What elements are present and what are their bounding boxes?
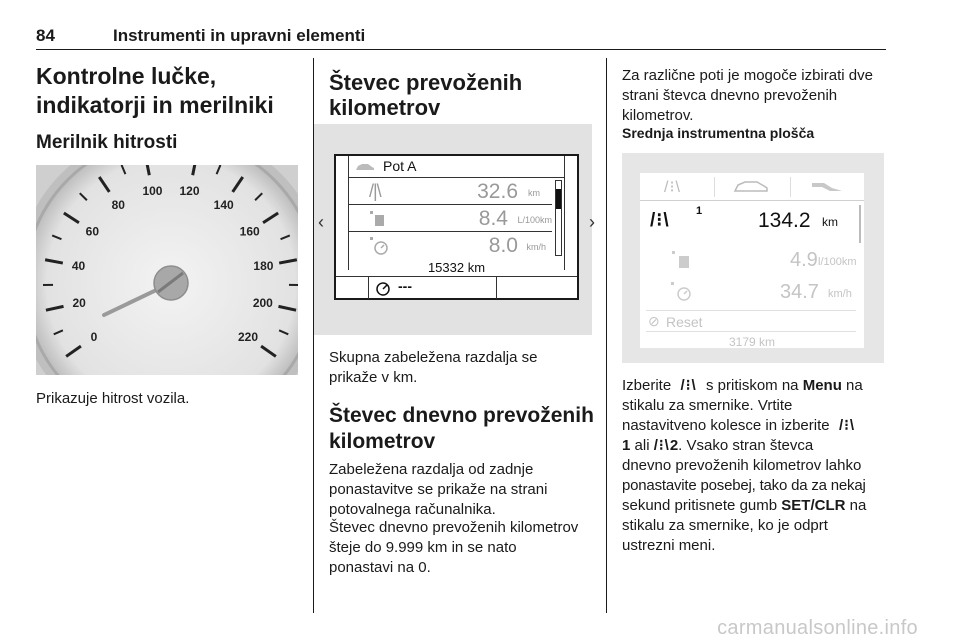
speedometer-tick-label: 160 [239,224,260,239]
trip-road-active-icon: /⁝\ [650,210,670,231]
speedometer-illustration [36,165,298,375]
trip-counter-description-2: Števec dnevno prevoženih kilometrov šteje do 9.999 km in se nato ponastavi na 0. [329,519,579,576]
center-row-speed: 34.7 km/h [640,277,864,307]
trip-road-inline-icon: /⁝\ [833,417,856,434]
odometer-description: Skupna zabeležena razdalja se prikaže v km. [329,349,538,386]
speedometer-tick-label: 60 [85,224,100,239]
speedometer-tick-label: 100 [142,183,163,198]
speedometer-tick-label: 220 [237,329,259,344]
center-panel-illustration [622,153,884,363]
avg-speed-icon [670,282,694,302]
trip-row-consumption: 8.4 L/100km [349,206,552,232]
display-scrollbar [555,180,562,256]
trip-row-distance: /|\ 32.6 km [349,179,552,205]
speed-gauge-icon [374,280,392,296]
header-rule [36,49,886,50]
center-scrollbar [859,205,861,243]
scrollbar-thumb [556,189,561,209]
car-icon [355,162,375,172]
speedometer-description: Prikazuje hitrost vozila. [36,390,190,407]
trip-counter-description-1: Zabeležena razdalja od zadnje ponastavitve se prikaže na strani potovalnega računalnika. [329,461,548,518]
footer [0,617,960,642]
center-odometer: 3179 km [728,335,776,349]
trip-row-speed: 8.0 km/h [349,233,552,259]
trip-pages-intro: Za različne poti je mogoče izbirati dve strani števca dnevno prevoženih kilometrov. [622,67,873,124]
trip-road-tab-icon: /⁝\ [664,179,681,196]
odometer-value: 15332 km [427,260,486,275]
gauge-icon [369,237,389,255]
wrench-tab-icon [810,180,844,194]
display-bottom-bar: --- [336,276,577,298]
reset-label: Reset [666,314,703,330]
column-divider-2 [606,58,607,613]
car-tab-icon [733,180,769,194]
speedometer-tick-label: 120 [179,183,200,198]
trip-display-screen [318,154,595,300]
trip-title: Pot A [383,158,417,174]
trip-road-inline-icon: /⁝\ [653,437,670,454]
page-number: 84 [36,26,55,45]
heading-kontrolne-lucke: Kontrolne lučke, indikatorji in merilniki [36,63,274,118]
speedometer-tick-label: 40 [71,258,86,273]
odometer-illustration [314,124,595,335]
left-arrow-icon: ‹ [318,212,324,232]
speedometer-tick-label: 140 [213,198,234,213]
center-tab-row [640,173,864,201]
fuel-icon [670,251,692,269]
heading-stevec-dnevno: Števec dnevno prevoženih kilometrov [329,404,594,453]
fuel-pump-icon [369,211,387,227]
speedometer-tick-label: 0 [90,329,98,344]
watermark: carmanualsonline.info [717,617,918,639]
section-title: Instrumenti in upravni elementi [113,26,366,45]
center-row-consumption: 4.9 l/100km [640,245,864,275]
center-display-screen [640,173,864,348]
reset-instructions: Izberite /⁝\ s pritiskom na Menu na stikalu za smernike. Vrtite nastavitveno kolesce in izberite /⁝\ 1 ali /⁝\2. Vsako stran števca dnevno prevoženih kilometrov lahko ponastavite posebej, tako da za nekaj sekund pritisnete gumb SET/CLR na stikalu za smernike, ko je odprt ustrezni meni. [622,377,867,554]
speedometer-tick-label: 80 [111,198,125,213]
center-row-distance: /⁝\ 1 134.2 km [640,203,864,237]
center-panel-heading: Srednja instrumentna plošča [622,125,815,141]
subheading-merilnik-hitrosti: Merilnik hitrosti [36,132,178,153]
trip-road-icon: /|\ [369,181,381,201]
right-arrow-icon: › [589,212,595,232]
reset-check-icon: ⊘ [648,313,660,329]
trip-title-row [349,156,564,178]
speedometer-tick-label: 200 [252,295,273,310]
speedometer-tick-label: 20 [72,295,86,310]
speedometer-tick-label: 180 [253,258,274,273]
speedometer-gauge [36,165,298,375]
trip-road-inline-icon: /⁝\ [675,377,702,394]
reset-row [646,310,856,332]
heading-stevec-prevozenih: Števec prevoženih kilometrov [329,70,523,120]
